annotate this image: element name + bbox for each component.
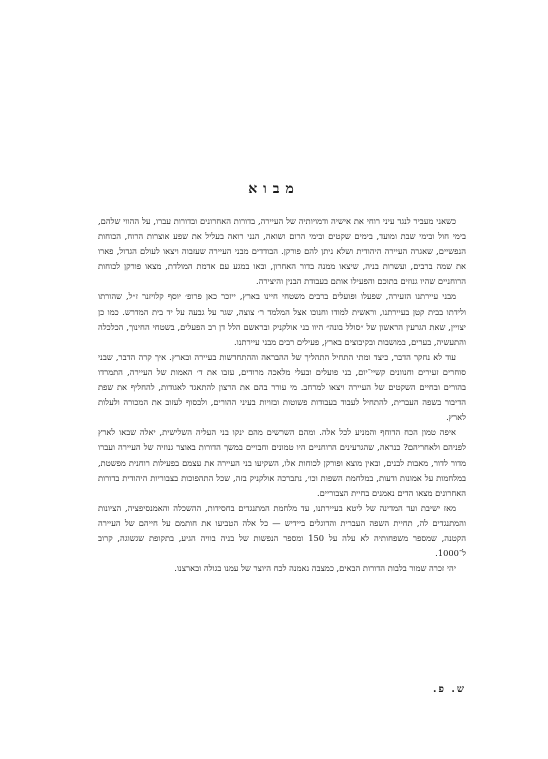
paragraph: יהי זכרה שמור בלבות הדורות הבאים, כמצבה נאמנה לכח היוצר של עמנו בגולה ובארצנו. (174, 563, 456, 574)
paragraph: כשאני מעביר לנגד עיני רוחי את אישיה ודמויותיה של העיירה, בדורות האחרונים ובדורות עברו, על ההווי שלהם, בימי חול ובימי שבת ומועד, בימים שקטים ובימי הרום ושואה, הנני רואה בעליל את שפע אוצרות הרוח, הכוחות הנפשיים, שאגרה העיירה היהודית ושלא ניתן להם פורקן. הבודדים מבני העיירה שעזבוה ויצאו לעולם הגדול, פארו את שמה ברבים, ועשרות בניה, שיצאו ממנה בדור האחרון, ובאו במגע עם אדמת המולדת, מצאו פורקן לכוחות הרוחניים שהיו גנוזים בתוכם והפעילו אותם בעבודת הבנין והיצירה. (98, 216, 466, 287)
paragraph: מבני עיירתנו הזעירה, שפעלו ופועלים ברבים משטחי חיינו בארץ, ייזכר כאן פרופ׳ יוסף קלויזנר ז״ל, שהורתו ולידתו בבית קטן בעיירתנו, וראשית למודו וחנוכו אצל המלמד ר׳ צוצה, שגר על גבעה על יד בית המדרש. כמו כן יצויין, שאת הגרעין הראשון של ״סולל בונה״ היוו בני אולקניק ובראשם הלל דן רב הפעלים, בשטחי החינוך, הכלכלה והתעשיה, בערים, במושבות ובקיבוצים בארץ, פעילים רבים מבני עיירתנו. (98, 291, 466, 347)
paragraph: עוד לא נחקר הדבר, כיצד ומתי התחיל התהליך של ההבראה וההתחדשות בעיירה ובארץ. איך קרה הדבר, שבני סוחרים זעירים וחנוונים קשיי־יום, בני פועלים ובעלי מלאכה מרודים, עזבו את ד׳ האמות של העיירה, התמרדו בהורים ובחיים השקטים של העיירה ויצאו למרחב. מי עורר בהם את הרצון להתאגד לאגודות, להחליף את שפת הדיבור בשפה העברית, להתחיל לעבוד בעבודות פשוטות ובזויות בעיני ההורים, ולבסוף לעזוב את המכורה ולעלות לארץ. (98, 351, 466, 423)
paragraph: איפה טמון הכח הדוחף והמניע לכל אלה. ומהם השרשים מהם ינקו בני העליה השלישית, יאלה שבאו לארץ לפניהם ולאחריהם? כנראה, שהגרעינים הרוחניים היו טמונים וחבויים במשך הדורות באוצר גנוזיה של העיירה ועברו מדור לדור, מאבות לבנים, ובאין מוצא ופורקן לכוחות אלו, השקיעו בני העיירה את עצמם בפעילות רוחנית מפשטת, במלחמות על אמונות ודעות, במלחמת השפות וכו׳, נתברכה אולקניק בזה, שכל התהפוכות בצבוריות היהודית בדורות האחרונים מצאו הדים נאמנים בחיית הצבוריים. (98, 427, 466, 498)
paragraph: מאז ישיבת ועד המדינה של ליטא בעיירתנו, עד מלחמת המתנגדים בחסידות, ההשכלה והאמנסיפציה, הציונות והמתנגדים לה, תחיית השפה העברית והדוגלים ביידיש — כל אלה הטביעו את חותמם על חייהם של העיירה הקטנה, שמספר משפחותיה לא עלה על 150 ומספר הנפשות של בניה בוויה הגיע, בתקופת שגשוגה, קרוב ל־1000. (98, 502, 466, 559)
introduction-body (98, 214, 466, 576)
author-signature: ש. פ. (433, 684, 466, 695)
page-title: מבוא (248, 181, 300, 197)
